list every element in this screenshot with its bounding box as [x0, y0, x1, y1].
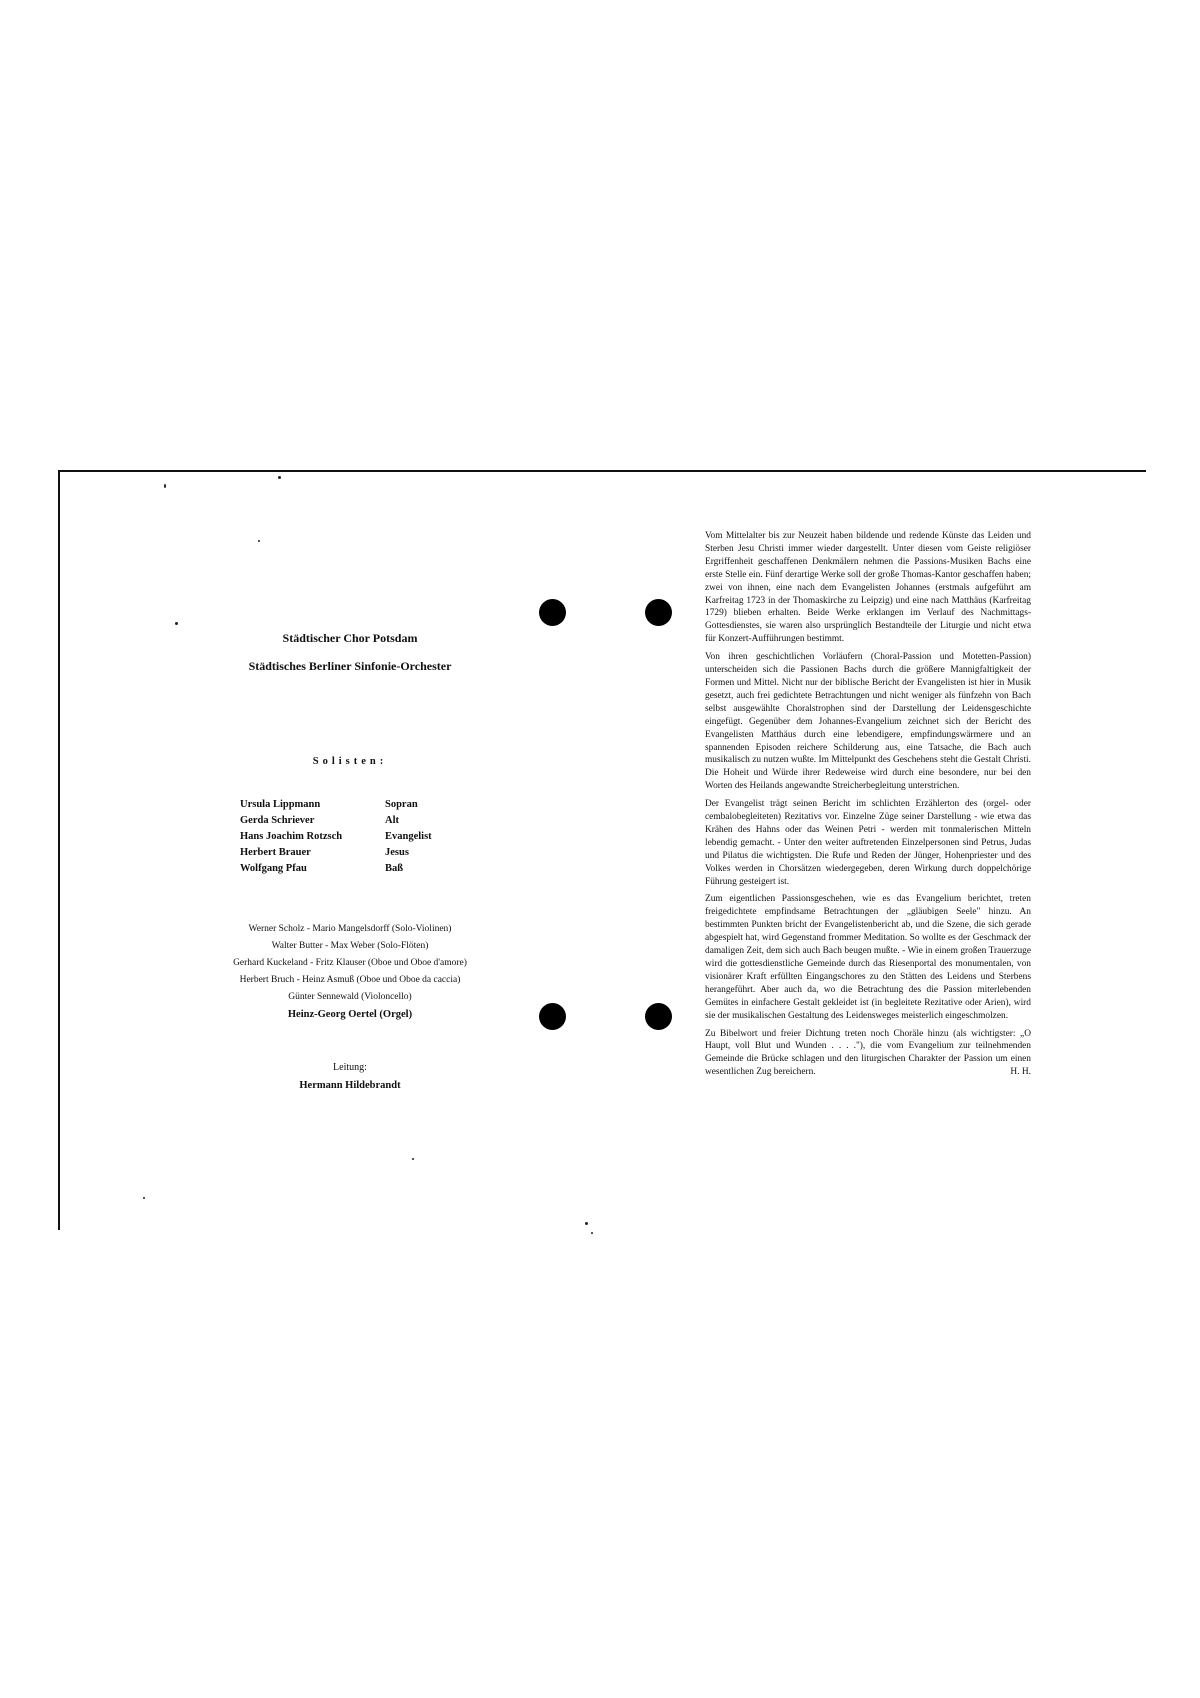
scan-speck [278, 476, 281, 479]
soloist-name: Gerda Schriever [240, 815, 315, 826]
soloist-name: Hans Joachim Rotzsch [240, 831, 343, 842]
conductor-name: Hermann Hildebrandt [299, 1080, 401, 1091]
soloist-role: Sopran [385, 799, 418, 810]
notes-paragraph: Zum eigentlichen Passionsgeschehen, wie es das Evangelium berichtet, treten freigedichtete empfindsame Betrachtungen der „gläubigen Seele" hinzu. An bestimmten Punkten bricht der Evangelistenbericht ab, und die Szene, die sich gerade abgespielt hat, wird Gegenstand frommer Meditation. So wollte es der Geschmack der damaligen Zeit, dem sich auch Bach beugen mußte. - Wie in einem großen Trauerzuge wird die gottesdienstliche Gemeinde durch das Riesenportal des monumentalen, von visionärer Kraft erfüllten Eingangschores zu den Stätten des Leidens und Sterbens herangeführt. Aber auch da, wo die Betrachtung des die Passion miterlebenden Gemütes in einfachere Gestalt gekleidet ist (in begleitete Rezitative oder Arien), wird sie der musikalischen Gestaltung des Leidensweges meisterlich eingeschmolzen. [705, 894, 1031, 1021]
scan-speck [412, 1158, 414, 1160]
soloist-role: Alt [385, 815, 399, 826]
instrumentalist-line: Walter Butter - Max Weber (Solo-Flöten) [271, 941, 429, 951]
instrumentalist-line: Herbert Bruch - Heinz Asmuß (Oboe und Oboe da caccia) [239, 975, 461, 985]
soloist-role: Evangelist [385, 831, 432, 842]
scan-speck [175, 622, 178, 625]
soloist-role: Jesus [385, 847, 409, 858]
choir-name: Städtischer Chor Potsdam [282, 631, 418, 645]
soloist-name: Herbert Brauer [240, 847, 311, 858]
scan-speck [258, 540, 260, 542]
notes-paragraph-last [705, 1028, 1031, 1080]
scan-speck [164, 484, 166, 488]
scan-speck [143, 1197, 145, 1199]
punch-hole [645, 1003, 672, 1030]
leitung-label: Leitung: [333, 1062, 367, 1073]
soloist-role: Baß [385, 863, 404, 874]
frame-left-rule [58, 470, 60, 1230]
instrumentalist-line: Günter Sennewald (Violoncello) [288, 992, 412, 1002]
soloists-heading: Solisten: [312, 756, 388, 767]
punch-hole [645, 599, 672, 626]
instrumentalist-line: Werner Scholz - Mario Mangelsdorff (Solo-Violinen) [248, 924, 452, 934]
program-notes [705, 530, 1031, 1084]
notes-paragraph-text: Zu Bibelwort und freier Dichtung treten noch Choräle hinzu (als wichtigster: „O Haupt, voll Blut und Wunden . . . ."), die vom Evangelium zur teilnehmenden Gemeinde die Brücke schlagen und den liturgischen Charakter der Passion um einen wesentlichen Zug bereichern. [705, 1028, 1031, 1078]
soloist-name: Wolfgang Pfau [240, 863, 307, 874]
notes-paragraph: Vom Mittelalter bis zur Neuzeit haben bildende und redende Künste das Leiden und Sterben Jesu Christi immer wieder dargestellt. Unter diesen vom Geiste religiöser Ergriffenheit geschaffenen Denkmälern nehmen die Passions-Musiken Bachs eine erste Stelle ein. Fünf derartige Werke soll der große Thomas-Kantor geschaffen haben; zwei von ihnen, eine nach dem Evangelisten Johannes (erstmals aufgeführt am Karfreitag 1723 in der Thomaskirche zu Leipzig) und eine nach Matthäus (Karfreitag 1729) blieben erhalten. Beide Werke erklangen im Verlauf des Nachmittags-Gottesdienstes, sie waren also ursprünglich Bestandteile der Liturgie und nicht etwa für Konzert-Aufführungen bestimmt. [705, 531, 1031, 645]
notes-paragraph: Von ihren geschichtlichen Vorläufern (Choral-Passion und Motetten-Passion) unterscheiden sich die Passionen Bachs durch die größere Mannigfaltigkeit der Formen und Mittel. Nicht nur der biblische Bericht der Evangelisten ist hier in Musik gesetzt, auch frei gedichtete Betrachtungen und nicht weniger als fünfzehn von Bach selbst ausgewählte Choralstrophen sind der Darstellung der Leidensgeschichte eingefügt. Gegenüber dem Johannes-Evangelium zeichnet sich der Bericht des Evangelisten Matthäus durch eine lebendigere, empfindungswärmere und an spannenden Episoden reichere Schilderung aus, eine Tatsache, die Bach auch musikalisch zu nutzen wußte. Im Mittelpunkt des Geschehens steht die Gestalt Christi. Die Hoheit und Würde ihrer Redeweise wird durch eine besondere, nur bei den Worten des Heilands angewandte Streicherbegleitung unterstrichen. [705, 652, 1031, 792]
soloist-name: Ursula Lippmann [240, 799, 321, 810]
author-signature: H. H. [1010, 1067, 1031, 1078]
instrumentalist-line: Gerhard Kuckeland - Fritz Klauser (Oboe und Oboe d'amore) [233, 958, 467, 968]
orchestra-name: Städtisches Berliner Sinfonie-Orchester [248, 659, 452, 673]
scan-speck [591, 1232, 593, 1234]
organist: Heinz-Georg Oertel (Orgel) [287, 1009, 413, 1020]
notes-paragraph: Der Evangelist trägt seinen Bericht im schlichten Erzählerton des (orgel- oder cembalobegleiteten) Rezitativs vor. Einzelne Züge seiner Darstellung - wie etwa das Krähen des Hahns oder das Weinen Petri - werden mit tonmalerischen Mitteln lebendig gemacht. - Unter den weiter auftretenden Einzelpersonen sind Petrus, Judas und Pilatus die wichtigsten. Die Rufe und Reden der Jünger, Hohenpriester und des Volkes werden in Chorsätzen wiedergegeben, deren Wirkung durch doppelchörige Führung gesteigert ist. [705, 799, 1031, 887]
frame-top-rule [58, 470, 1146, 472]
scan-speck [585, 1222, 588, 1225]
punch-hole [539, 599, 566, 626]
